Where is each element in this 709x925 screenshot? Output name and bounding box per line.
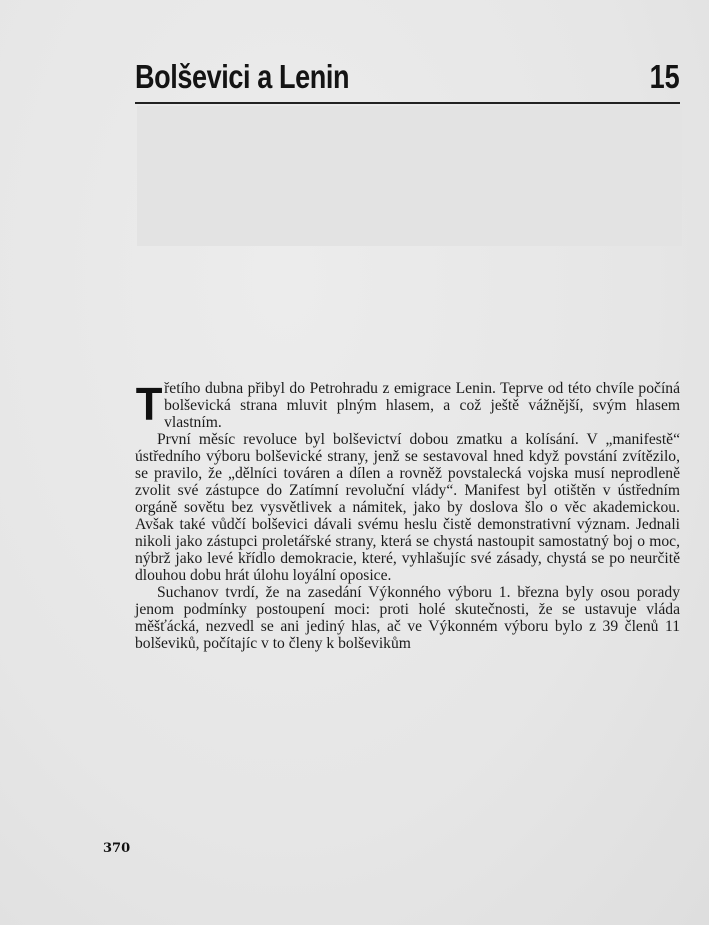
paragraph-3: Suchanov tvrdí, že na zasedání Výkonného výboru 1. března byly osou porady jenom podmínky postoupení moci: proti holé skutečnosti, že se ustavuje vláda měšťácká, nezvedl se ani jediný hlas, ač ve Výkonném výboru bylo z 39 členů 11 bolševiků, počítajíc v to členy k bolševikům: [135, 584, 680, 652]
chapter-title: Bolševici a Lenin: [135, 58, 350, 95]
chapter-header: [135, 56, 680, 104]
paragraph-2: První měsíc revoluce byl bolševictví dobou zmatku a kolísání. V „manifestě“ ústředního výboru bolševické strany, jenž se sestavoval hned když povstání zvítězilo, se pravilo, že „dělníci továren a dílen a rovněž povstalecká vojska musí neprodleně zvolit své zástupce do Zatímní revoluční vlády“. Manifest byl otištěn v ústředním orgáně sovětu bez vysvětlivek a námitek, jako by doslova šlo o věc akademickou. Avšak také vůdčí bolševici dávali svému heslu čistě demonstrativní význam. Jednali nikoli jako zástupci proletářské strany, která se chystá nastoupit samostatný boj o moc, nýbrž jako levé křídlo demokracie, které, vyhlašujíc své zásady, chystá se po neurčitě dlouhou dobu hrát úlohu loyální oposice.: [135, 431, 680, 584]
illustration-placeholder: [137, 106, 682, 246]
page-number: 370: [103, 841, 131, 856]
drop-cap: T: [135, 378, 163, 430]
chapter-number: 15: [649, 58, 680, 95]
paragraph-1: [135, 378, 680, 431]
body-text: [135, 378, 680, 652]
paragraph-1-text: řetího dubna přibyl do Petrohradu z emigrace Lenin. Teprve od této chvíle počíná bolševická strana mluvit plným hlasem, a což ještě vážnější, svým hlasem vlastním.: [164, 380, 680, 431]
